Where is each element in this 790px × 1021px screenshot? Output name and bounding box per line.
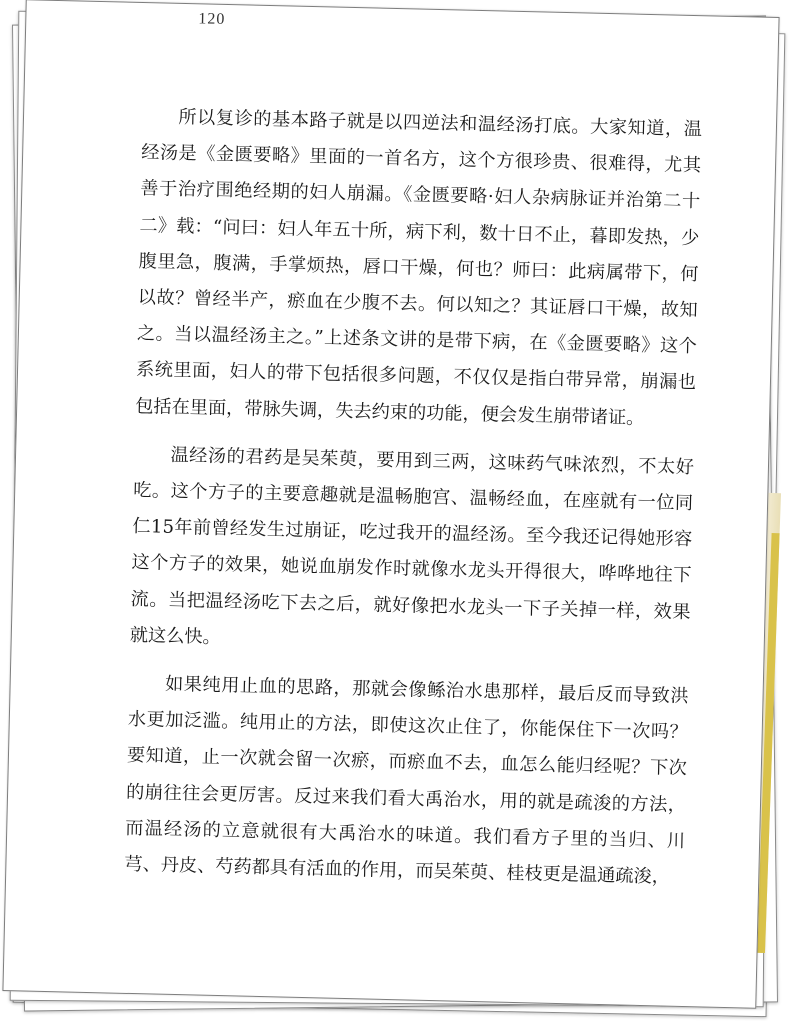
paragraph: 温经汤的君药是吴茱萸，要用到三两，这味药气味浓烈，不太好吃。这个方子的主要意趣就是温畅胞宫、温畅经血，在座就有一位同仁15年前曾经发生过崩证，吃过我开的温经汤。至今我还记得她形容这个方子的效果，她说血崩发作时就像水龙头开得很大，哗哗地往下流。当把温经汤吃下去之后，就好像把水龙头一下子关掉一样，效果就这么快。 — [129, 444, 695, 648]
page-body — [124, 99, 703, 908]
page-number: 120 — [198, 10, 226, 28]
book-page — [2, 0, 779, 1009]
paragraph: 如果纯用止血的思路，那就会像鲧治水患那样，最后反而导致洪水更加泛滥。纯用止的方法，即使这次止住了，你能保住下一次吗？要知道，止一次就会留一次瘀，而瘀血不去，血怎么能归经呢？下次的崩往往会更厉害。反过来我们看大禹治水，用的就是疏浚的方法，而温经汤的立意就很有大禹治水的味道。我们看方子里的当归、川芎、丹皮、芍药都具有活血的作用，而吴茱萸、桂枝更是温通疏浚， — [124, 673, 689, 888]
paragraph: 所以复诊的基本路子就是以四逆法和温经汤打底。大家知道，温经汤是《金匮要略》里面的一首名方，这个方很珍贵、很难得，尤其善于治疗围绝经期的妇人崩漏。《金匮要略·妇人杂病脉证并治第二十二》载：“问曰：妇人年五十所，病下利，数十日不止，暮即发热，少腹里急，腹满，手掌烦热，唇口干燥，何也？师曰：此病属带下，何以故？曾经半产，瘀血在少腹不去。何以知之？其证唇口干燥，故知之。当以温经汤主之。”上述条文讲的是带下病，在《金匮要略》这个系统里面，妇人的带下包括很多问题，不仅仅是指白带异常，崩漏也包括在里面，带脉失调，失去约束的功能，便会发生崩带诸证。 — [134, 106, 703, 429]
